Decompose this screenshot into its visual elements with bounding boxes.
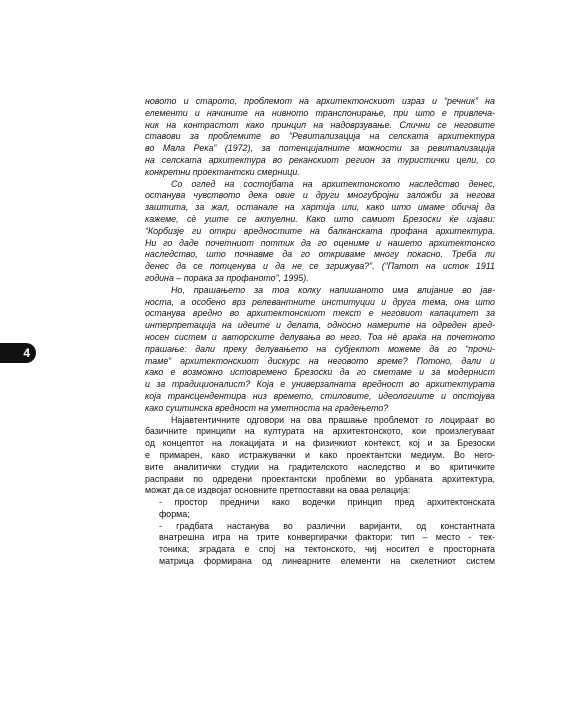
text-line: таме” архитектонскиот дискурс на неговото време? Потоно, дали и: [145, 355, 495, 366]
text-line: носта, а особено врз релевантните институции и друга тема, она што: [145, 296, 495, 307]
text-line: можат да се издвојат основните претпоставки на оваа релација:: [145, 485, 411, 496]
text-line: носен систем и авторските делувања во него. Тоа нѐ враќа на почетното: [145, 331, 495, 342]
text-line: Најавтентичните одговори на ова прашање проблемот го лоцираат во: [171, 414, 495, 425]
text-line: од концептот на локацијата и на физичкиот контекст, кој и за Брезоски: [145, 438, 495, 449]
text-line: елементи и начините на нивното транспонирање, при што е привлеча-: [145, 107, 495, 118]
text-line: матрица формирана од линеарните елементи на скелетниот систем: [159, 556, 495, 567]
text-line: останува вредно во архитектонскиот текст е неговиот капацитет за: [145, 308, 495, 319]
text-line: во Мала Река” (1972), за потенцијалните можности за ревитализација: [145, 143, 495, 154]
text-line: конкретни проектантски смерници.: [145, 166, 300, 177]
page-number-tab: 4: [0, 343, 36, 363]
text-line: која трансцендентира низ времето, стиловите, идеологиите и опстојува: [145, 390, 495, 401]
text-line: наследство, што почнавме да го откриваме многу покасно. Треба ли: [145, 249, 495, 260]
text-line: и за традиционалист? Која е универзалната вредност во архитектурата: [145, 379, 495, 390]
text-line: ставови за проблемите во “Ревитализација на селската архитектура: [145, 131, 495, 142]
text-line: тоника; зградата е спој на тектонското, чиј носител е просторната: [159, 544, 495, 555]
text-line: - градбата настанува во различни варијанти, од константната: [159, 520, 495, 531]
body-text: [145, 96, 495, 568]
text-line: заштита, за жал, останале на хартија или, како што имаме обичај да: [145, 202, 495, 213]
text-line: е примарен, како истражувачки и како проектантски медиум. Во него-: [145, 449, 495, 460]
text-line: Но, прашањето за тоа колку напишаното има влијание во јав-: [171, 284, 495, 295]
text-line: кажеме, сѐ уште се актуелни. Како што самиот Брезоски ќе изјави:: [145, 213, 495, 224]
text-line: Со оглед на состојбата на архитектонското наследство денес,: [171, 178, 495, 189]
text-line: како е возможно истовремено Брезоски да го сметаме и за модернист: [145, 367, 495, 378]
text-line: останува чувството дека овие и други многубројни заложби за негова: [145, 190, 495, 201]
text-line: на селската архитектура во реканскиот регион за туристички цели, со: [145, 154, 495, 165]
text-line: прашање: дали преку делувањето на субјектот можеме да го “прочи-: [145, 343, 495, 354]
text-line: денес да се потценува и да не се згрижува?”. (“Патот на исток 1911: [145, 261, 495, 272]
text-line: вите аналитички студии на градителското наследство и во критичките: [145, 461, 495, 472]
text-line: интерпретација на идеите и делата, односно намерите на одреден вред-: [145, 320, 495, 331]
text-line: година – порака за профаното”, 1995).: [145, 272, 309, 283]
text-line: - простор предничи како водечки принцип пред архитектонската: [159, 497, 495, 508]
text-line: базичните принципи на културата на архитектонското, кои произлегуваат: [145, 426, 495, 437]
text-line: внатрешна игра на трите конвергирачки фактори: тип – место - тек-: [159, 532, 495, 543]
text-line: новото и старото, проблемот на архитектонскиот израз и “речник” на: [145, 96, 495, 106]
text-line: ник на контрастот како принцип на надоврзување. Слични се неговите: [145, 119, 495, 130]
text-line: форма;: [159, 508, 190, 519]
text-line: “Корбизје ги откри вредностите на балканската профана архитектура.: [145, 225, 495, 236]
text-line: како суштинска вредност на уметноста на градењето?: [145, 402, 389, 413]
text-line: расправи по одредени проектантски проблеми во урбаната архитектура,: [145, 473, 495, 484]
text-line: Ни го даде почетниот поттик да го оцениме и нашето архитектонско: [145, 237, 495, 248]
